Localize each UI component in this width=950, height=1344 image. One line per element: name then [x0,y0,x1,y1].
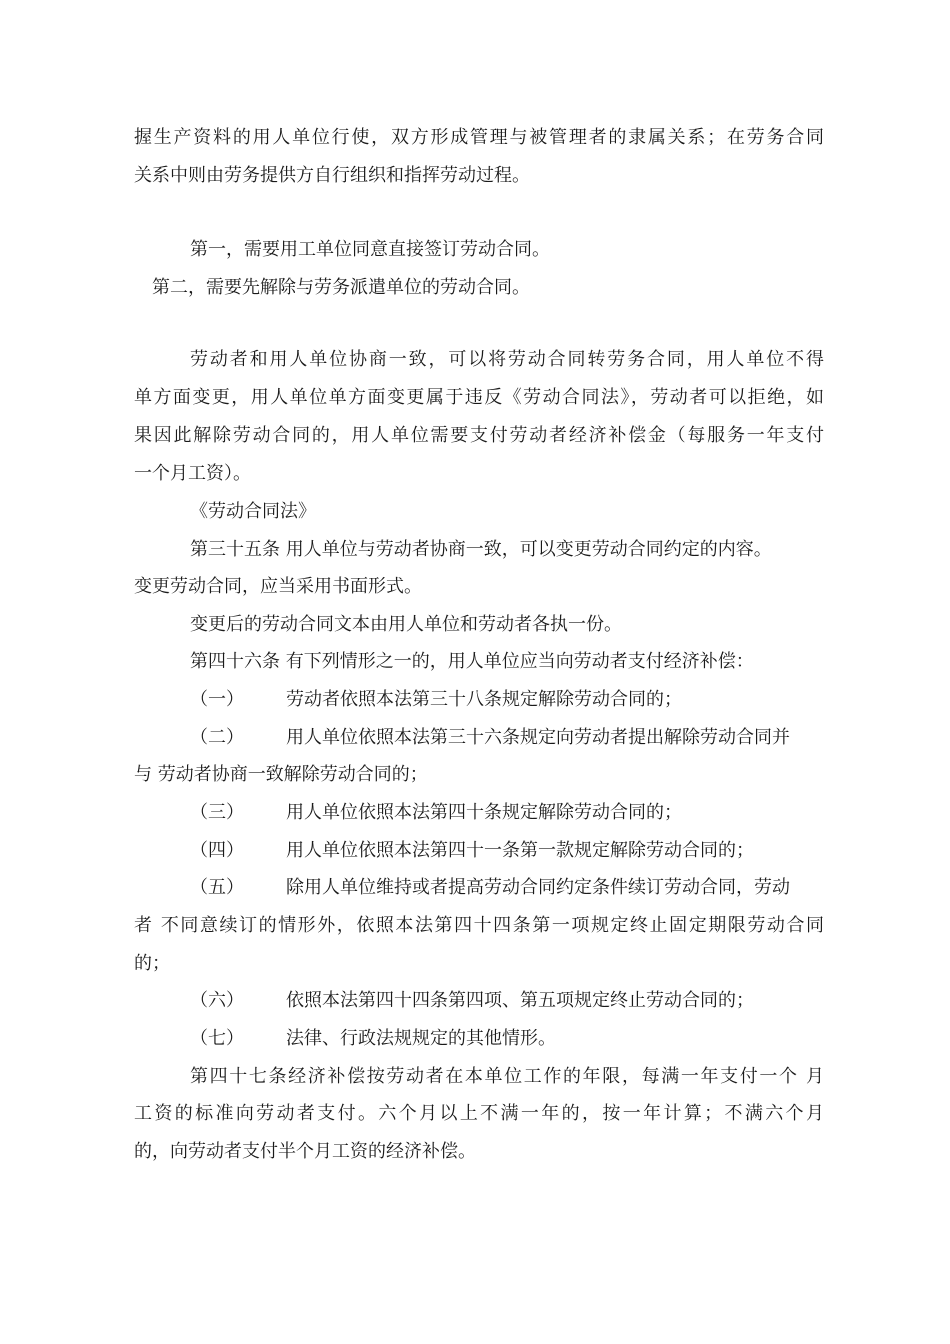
list-item [190,799,824,827]
text-line: 关系中则由劳务提供方自行组织和指挥劳动过程。 [134,165,530,186]
list-item [190,1025,824,1053]
text-line: 工资的标准向劳动者支付。六个月以上不满一年的，按一年计算；不满六个月 [134,1103,824,1124]
list-item-text: 用人单位依照本法第四十一条第一款规定解除劳动合同的； [286,840,754,861]
list-item-text: 法律、行政法规规定的其他情形。 [286,1028,556,1049]
list-item [190,874,824,902]
text-line: 的，向劳动者支付半个月工资的经济补偿。 [134,1141,476,1162]
text-line: 变更劳动合同，应当采用书面形式。 [134,576,422,597]
text-line: 果因此解除劳动合同的，用人单位需要支付劳动者经济补偿金（每服务一年支付 [134,425,824,446]
list-item-number: （二） [190,727,244,748]
section-heading: 《劳动合同法》 [190,501,316,522]
text-line: 一个月工资）。 [134,463,251,484]
list-item-number: （五） [190,877,244,898]
text-line: 者 不同意续订的情形外，依照本法第四十四条第一项规定终止固定期限劳动合同 [134,915,824,936]
text-line: 与 劳动者协商一致解除劳动合同的； [134,764,428,785]
list-item-number: （三） [190,802,244,823]
list-item-number: （七） [190,1028,244,1049]
list-item-text: 劳动者依照本法第三十八条规定解除劳动合同的； [286,689,682,710]
list-item [190,987,824,1015]
list-item [190,686,824,714]
list-item [190,837,824,865]
list-item-text: 依照本法第四十四条第四项、第五项规定终止劳动合同的； [286,990,754,1011]
list-item-number: （四） [190,840,244,861]
text-line: 第三十五条 用人单位与劳动者协商一致，可以变更劳动合同约定的内容。 [190,539,772,560]
text-line: 的； [134,953,170,974]
list-item-text: 用人单位依照本法第三十六条规定向劳动者提出解除劳动合同并 [286,727,790,748]
text-line: 第二，需要先解除与劳务派遣单位的劳动合同。 [152,277,530,298]
text-line: 第一，需要用工单位同意直接签订劳动合同。 [190,239,550,260]
list-item [190,724,824,752]
list-item-text: 用人单位依照本法第四十条规定解除劳动合同的； [286,802,682,823]
text-line: 第四十七条经济补偿按劳动者在本单位工作的年限，每满一年支付一个 月 [190,1066,824,1087]
list-item-number: （一） [190,689,244,710]
text-line: 第四十六条 有下列情形之一的，用人单位应当向劳动者支付经济补偿： [190,651,754,672]
text-line: 握生产资料的用人单位行使，双方形成管理与被管理者的隶属关系；在劳务合同 [134,127,824,148]
text-line: 劳动者和用人单位协商一致，可以将劳动合同转劳务合同，用人单位不得 [190,349,824,370]
text-line: 单方面变更，用人单位单方面变更属于违反《劳动合同法》，劳动者可以拒绝，如 [134,387,824,408]
list-item-number: （六） [190,990,244,1011]
list-item-text: 除用人单位维持或者提高劳动合同约定条件续订劳动合同，劳动 [286,877,790,898]
text-line: 变更后的劳动合同文本由用人单位和劳动者各执一份。 [190,614,622,635]
